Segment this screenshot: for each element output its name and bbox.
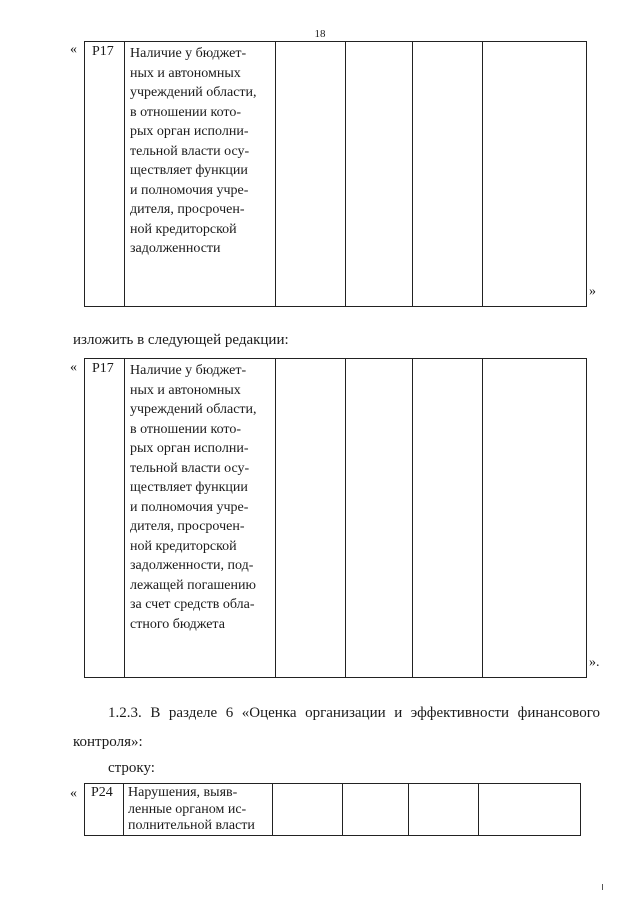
indicator-code: P24 [91, 785, 113, 800]
table-row-original [84, 41, 587, 307]
column-divider [412, 42, 413, 306]
row-word: строку: [108, 760, 155, 776]
opening-quote: « [70, 360, 77, 375]
indicator-code: P17 [92, 44, 114, 59]
page-number: 18 [314, 28, 326, 40]
indicator-description: Нарушения, выяв- ленные органом ис- полнительной власти [128, 785, 255, 833]
column-divider [275, 42, 276, 306]
indicator-description: Наличие у бюджет- ных и автономных учреждений области, в отношении кото- рых орган исполни- тельной власти осу- ществляет функции и полномочия учре- дителя, просрочен- ной кредиторской задолженности [130, 46, 257, 256]
table-row-p24 [84, 783, 581, 836]
column-divider [478, 784, 479, 835]
column-divider [124, 359, 125, 677]
intro-line: изложить в следующей редакции: [73, 332, 289, 348]
column-divider [345, 42, 346, 306]
closing-quote: » [589, 284, 596, 299]
column-divider [275, 359, 276, 677]
column-divider [124, 42, 125, 306]
scan-mark [602, 884, 603, 890]
column-divider [412, 359, 413, 677]
column-divider [272, 784, 273, 835]
column-divider [342, 784, 343, 835]
closing-quote: ». [589, 655, 600, 670]
column-divider [123, 784, 124, 835]
opening-quote: « [70, 42, 77, 57]
table-row-new [84, 358, 587, 678]
indicator-code: P17 [92, 361, 114, 376]
indicator-description: Наличие у бюджет- ных и автономных учреждений области, в отношении кото- рых орган исполни- тельной власти осу- ществляет функции и полномочия учре- дителя, просрочен- ной кредиторской задолженности, под- лежащей погашению за счет средств обла- стного бюджета [130, 363, 257, 632]
opening-quote: « [70, 786, 77, 801]
column-divider [482, 42, 483, 306]
section-paragraph-line2: контроля»: [73, 734, 143, 750]
column-divider [345, 359, 346, 677]
column-divider [482, 359, 483, 677]
column-divider [408, 784, 409, 835]
section-paragraph-line1: 1.2.3. В разделе 6 «Оценка организации и эффективности финансового [108, 705, 600, 721]
